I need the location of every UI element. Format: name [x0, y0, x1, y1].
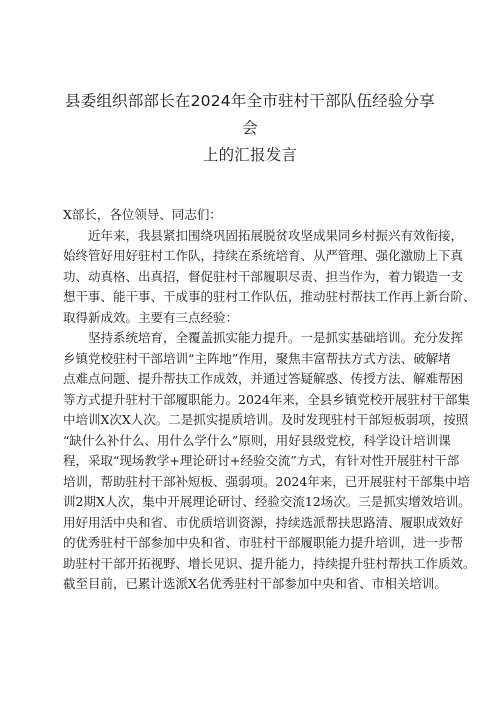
- text-line: 取得新成效。主要有三点经验：: [63, 309, 239, 325]
- title-line-1: 县委组织部部长在2024年全市驻村干部队伍经验分享会: [65, 92, 435, 137]
- text-line: 中培训X次X人次。二是抓实提质培训。及时发现驻村干部短板弱项，按照: [63, 412, 469, 427]
- document-body: [63, 205, 476, 595]
- text-line: 训2期X人次，集中开展理论研讨、经验交流12场次。三是抓实增效培训。: [63, 494, 471, 509]
- text-line: 乡镇党校驻村干部培训“主阵地”作用，聚焦丰富帮扶方式方法、破解堵: [63, 350, 451, 366]
- document-title: [63, 88, 437, 169]
- text-line: 助驻村干部开拓视野、增长见识、提升能力，持续提升驻村帮扶工作质效。: [63, 555, 476, 571]
- title-line-2: 上的汇报发言: [202, 146, 298, 164]
- text-line: 想干事、能干事、干成事的驻村工作队伍，推动驻村帮扶工作再上新台阶、: [63, 289, 476, 304]
- text-line: 用好用活中央和省、市优质培训资源，持续选派帮扶思路清、履职成效好: [63, 514, 464, 530]
- text-line: 程，采取“现场教学+理论研讨+经验交流”方式，有针对性开展驻村干部: [63, 453, 460, 468]
- text-line: 等方式提升驻村干部履职能力。2024年来，全县乡镇党校开展驻村干部集: [63, 391, 470, 407]
- text-line: 截至目前，已累计选派X名优秀驻村干部参加中央和省、市相关培训。: [63, 576, 447, 591]
- text-line: 功、动真格、出真招，督促驻村干部履职尽责、担当作为，着力锻造一支: [63, 268, 464, 284]
- text-line: 坚持系统培育，全覆盖抓实能力提升。一是抓实基础培训。充分发挥: [88, 330, 464, 345]
- salutation: X部长，各位领导、同志们：: [63, 207, 222, 222]
- paragraph-intro: [63, 226, 476, 329]
- text-line: “缺什么补什么、用什么学什么”原则，用好县级党校，科学设计培训课: [63, 432, 451, 448]
- text-line: 始终管好用好驻村工作队，持续在系统培育、从严管理、强化激励上下真: [63, 248, 464, 263]
- paragraph-training: [63, 328, 476, 595]
- text-line: 培训，帮助驻村干部补短板、强弱项。2024年来，已开展驻村干部集中培: [63, 473, 470, 489]
- text-line: 的优秀驻村干部参加中央和省、市驻村干部履职能力提升培训，进一步帮: [63, 535, 464, 550]
- text-line: 点难点问题、提升帮扶工作成效，并通过答疑解惑、传授方法、解难帮困: [63, 371, 464, 386]
- text-line: 近年来，我县紧扣围绕巩固拓展脱贫攻坚成果同乡村振兴有效衔接，: [88, 227, 464, 243]
